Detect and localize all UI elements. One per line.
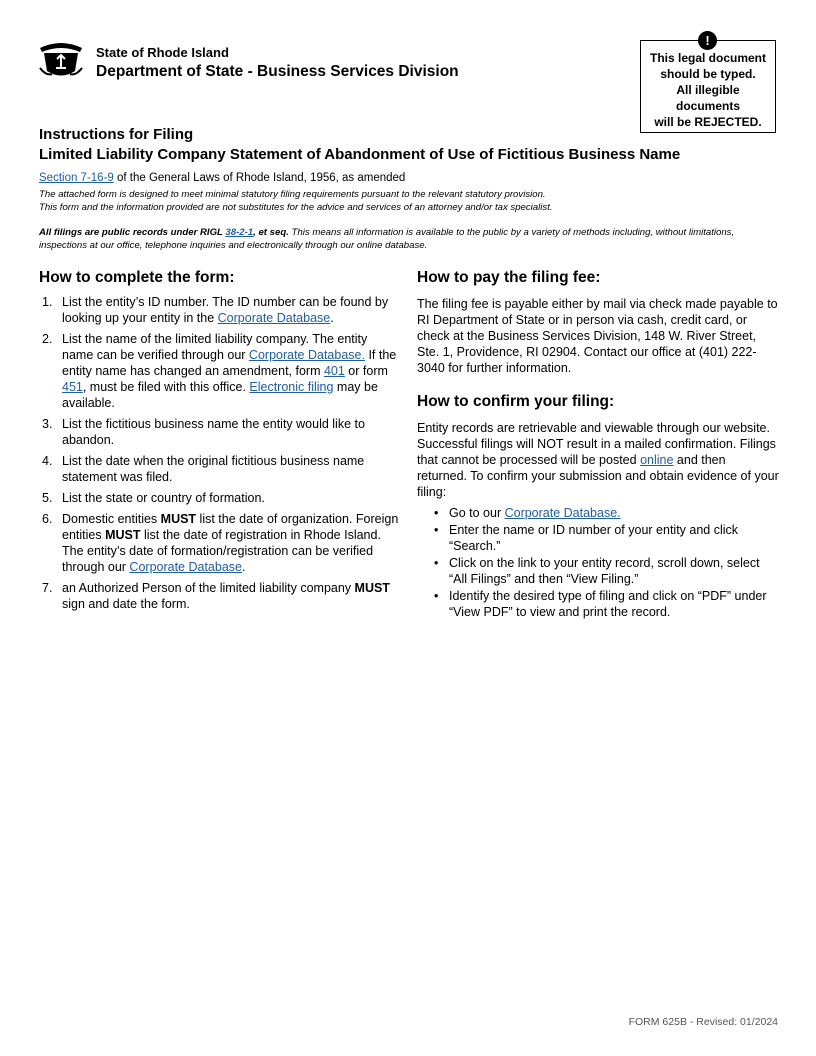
corporate-database-link[interactable]: Corporate Database. bbox=[248, 348, 365, 362]
corporate-database-link[interactable]: Corporate Database bbox=[217, 311, 331, 325]
confirm-steps-list bbox=[417, 505, 779, 620]
form-title: Limited Liability Company Statement of Abandonment of Use of Fictitious Business Name bbox=[39, 146, 681, 163]
form-401-link[interactable]: 401 bbox=[323, 364, 345, 378]
corporate-database-link[interactable]: Corporate Database bbox=[129, 560, 242, 574]
step-item: 6. Domestic entities MUST list the date of organization. Foreign entities MUST list the date of registration in Rhode Island. The entity’s date of formation/registration can be verified through our Corporate Database. bbox=[42, 512, 399, 574]
pay-text: The filing fee is payable either by mail via check made payable to RI Department of State or in person via cash, credit card, or check at the Business Services Division, 148 W. River Street, Ste. 1, Providence, RI 02904. Contact our office at (401) 222-3040 for further information. bbox=[417, 297, 778, 375]
form-451-link[interactable]: 451 bbox=[62, 380, 83, 394]
step-item: 2. List the name of the limited liability company. The entity name can be verified through our Corporate Database. If the entity name has changed an amendment, form 401 or form 451, must be filed with this office. Electronic filing may be available. bbox=[42, 332, 397, 410]
statute-text: of the General Laws of Rhode Island, 1956, as amended bbox=[113, 172, 406, 184]
notice-line: documents bbox=[675, 99, 740, 113]
confirm-text: Entity records are retrievable and viewable through our website. Successful filings will NOT result in a mailed confirmation. Filings that cannot be processed will be posted online and then returned. To confirm your submission and obtain evidence of your filing: bbox=[417, 421, 779, 499]
confirm-heading: How to confirm your filing: bbox=[417, 393, 615, 410]
list-item: • Click on the link to your entity record, scroll down, select “All Filings” and then “View Filing.” bbox=[434, 556, 760, 586]
public-records-suffix: , et seq. bbox=[253, 227, 289, 238]
rigl-link[interactable]: 38-2-1 bbox=[225, 227, 254, 238]
public-records-prefix: All filings are public records under RIGL bbox=[39, 227, 226, 238]
steps-list bbox=[39, 294, 401, 612]
disclaimer-line: This form and the information provided are not substitutes for the advice and services of an attorney and/or tax specialist. bbox=[39, 201, 553, 213]
step-item: 7. an Authorized Person of the limited liability company MUST sign and date the form. bbox=[42, 581, 390, 611]
page-title: Instructions for Filing bbox=[39, 126, 194, 143]
statute-line bbox=[39, 172, 405, 184]
agency-block bbox=[96, 45, 459, 82]
public-records-text: This means all information is available to the public by a variety of methods including, without limitations, inspections at our office, telephone inquiries and electronically through our online database. bbox=[39, 227, 735, 251]
online-link[interactable]: online bbox=[640, 453, 674, 467]
notice-line: should be typed. bbox=[660, 67, 756, 81]
department-name: Department of State - Business Services Division bbox=[96, 63, 459, 80]
state-seal-icon bbox=[38, 38, 84, 80]
corporate-database-link[interactable]: Corporate Database. bbox=[504, 506, 621, 520]
complete-heading: How to complete the form: bbox=[39, 269, 235, 286]
electronic-filing-link[interactable]: Electronic filing bbox=[249, 380, 334, 394]
list-item: • Identify the desired type of filing and click on “PDF” under “View PDF” to view and print the record. bbox=[434, 589, 767, 619]
rejection-notice-box bbox=[640, 33, 776, 133]
disclaimer bbox=[39, 189, 739, 214]
notice-line: will be REJECTED. bbox=[654, 115, 762, 129]
step-item: 1. List the entity’s ID number. The ID number can be found by looking up your entity in the Corporate Database. bbox=[42, 295, 389, 325]
notice-line: All illegible bbox=[676, 83, 740, 97]
pay-and-confirm-section bbox=[417, 268, 779, 621]
statute-link[interactable]: Section 7-16-9 bbox=[39, 172, 114, 184]
step-item: 5. List the state or country of formation. bbox=[42, 491, 265, 505]
public-records-notice bbox=[39, 226, 739, 252]
exclamation-icon: ! bbox=[698, 31, 717, 50]
pay-heading: How to pay the filing fee: bbox=[417, 269, 601, 286]
list-item: • Go to our Corporate Database. bbox=[434, 506, 621, 520]
form-revision-footer: FORM 625B - Revised: 01/2024 bbox=[628, 1016, 778, 1028]
notice-line: This legal document bbox=[649, 51, 766, 65]
step-item: 4. List the date when the original fictitious business name statement was filed. bbox=[42, 454, 365, 484]
complete-form-section bbox=[39, 268, 401, 617]
disclaimer-line: The attached form is designed to meet minimal statutory filing requirements pursuant to the relevant statutory provision. bbox=[39, 189, 546, 200]
list-item: • Enter the name or ID number of your entity and click “Search.” bbox=[434, 523, 739, 553]
step-item: 3. List the fictitious business name the entity would like to abandon. bbox=[42, 417, 365, 447]
state-name: State of Rhode Island bbox=[96, 45, 229, 60]
